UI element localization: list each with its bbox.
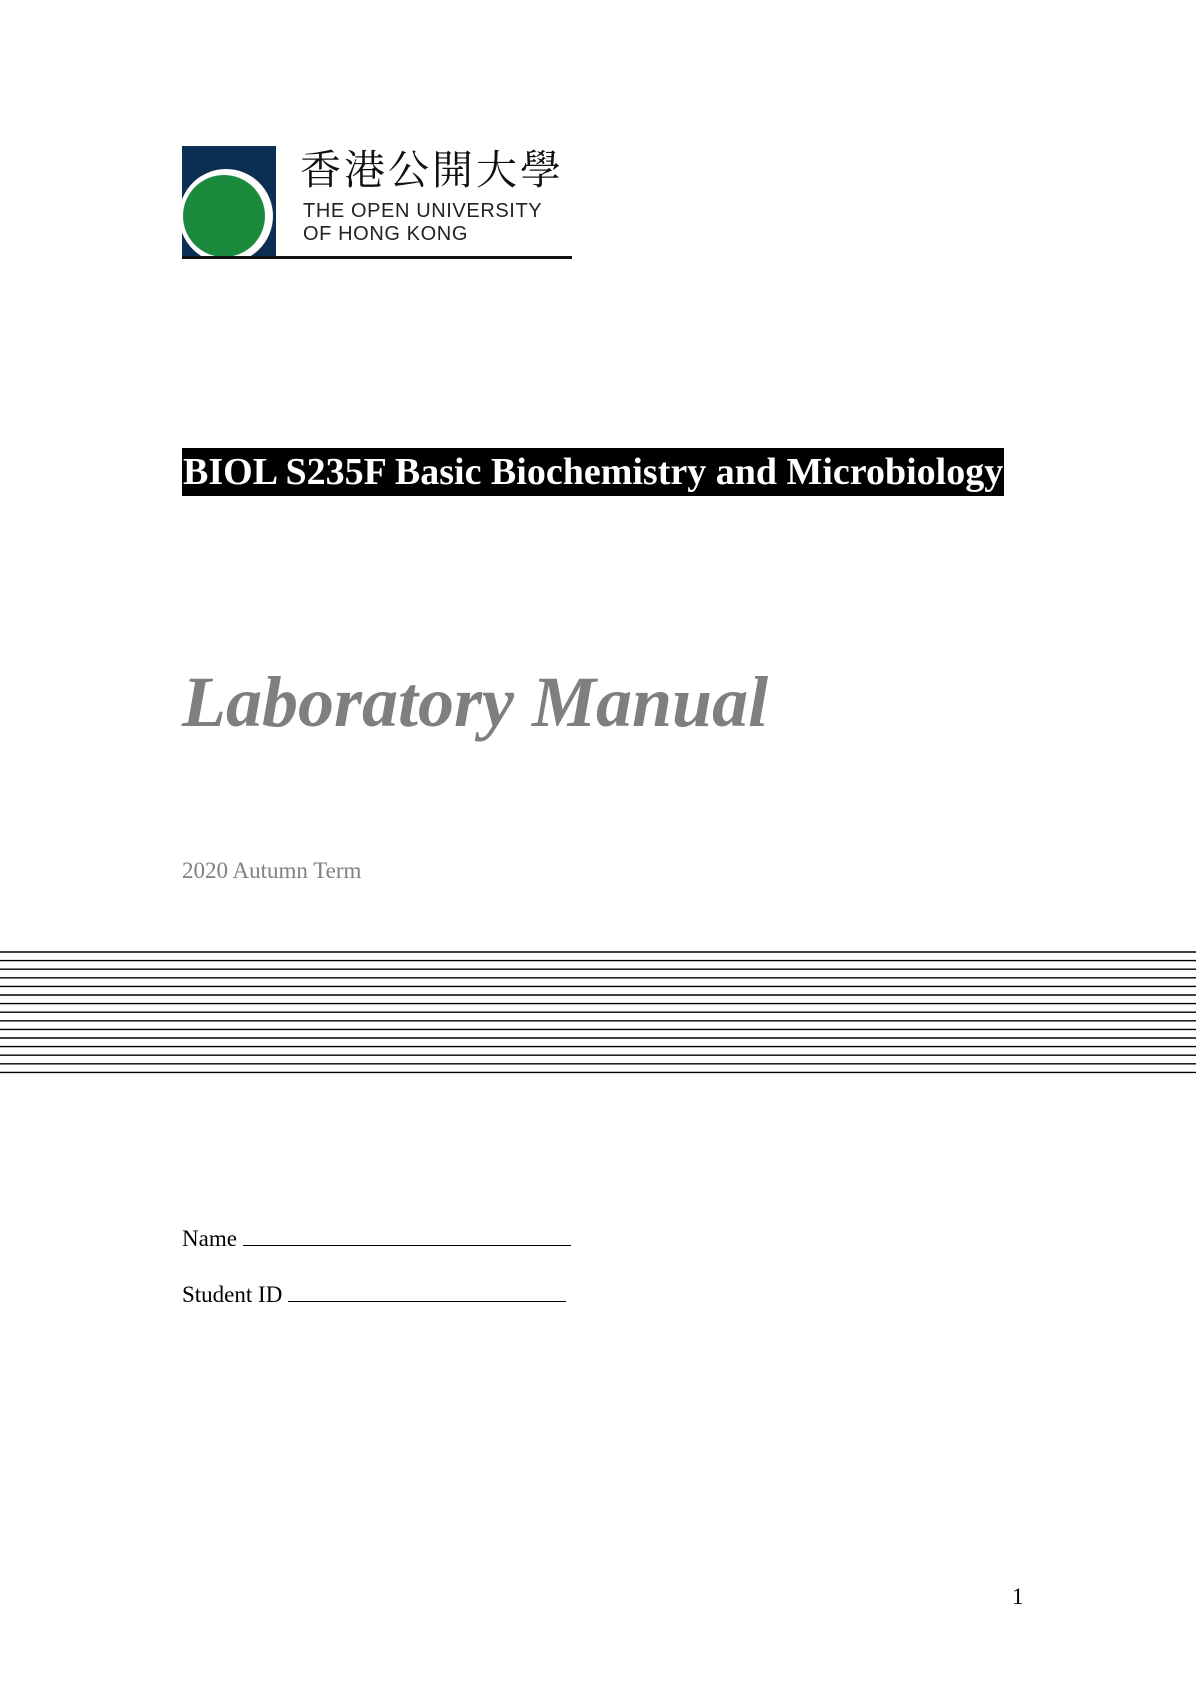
- page-number: 1: [1012, 1584, 1024, 1609]
- manual-title: Laboratory Manual: [182, 662, 769, 742]
- emblem-circle: [183, 175, 265, 257]
- logo-underline: [182, 256, 572, 259]
- university-logo: [182, 146, 574, 262]
- student-id-label: Student ID: [182, 1282, 283, 1307]
- logo-english-line-2: OF HONG KONG: [303, 223, 468, 245]
- decorative-line-block: [0, 950, 1196, 1080]
- name-blank-line[interactable]: [243, 1227, 571, 1246]
- logo-english-line-1: THE OPEN UNIVERSITY: [303, 200, 543, 222]
- course-title: BIOL S235F Basic Biochemistry and Microbiology: [182, 448, 1004, 496]
- term: 2020 Autumn Term: [182, 858, 362, 883]
- student-id-field: [182, 1281, 566, 1309]
- name-label: Name: [182, 1226, 237, 1251]
- name-field: [182, 1225, 571, 1253]
- logo-chinese-name: 香港公開大學: [300, 146, 564, 194]
- university-emblem-icon: [182, 146, 280, 258]
- student-id-blank-line[interactable]: [288, 1283, 566, 1302]
